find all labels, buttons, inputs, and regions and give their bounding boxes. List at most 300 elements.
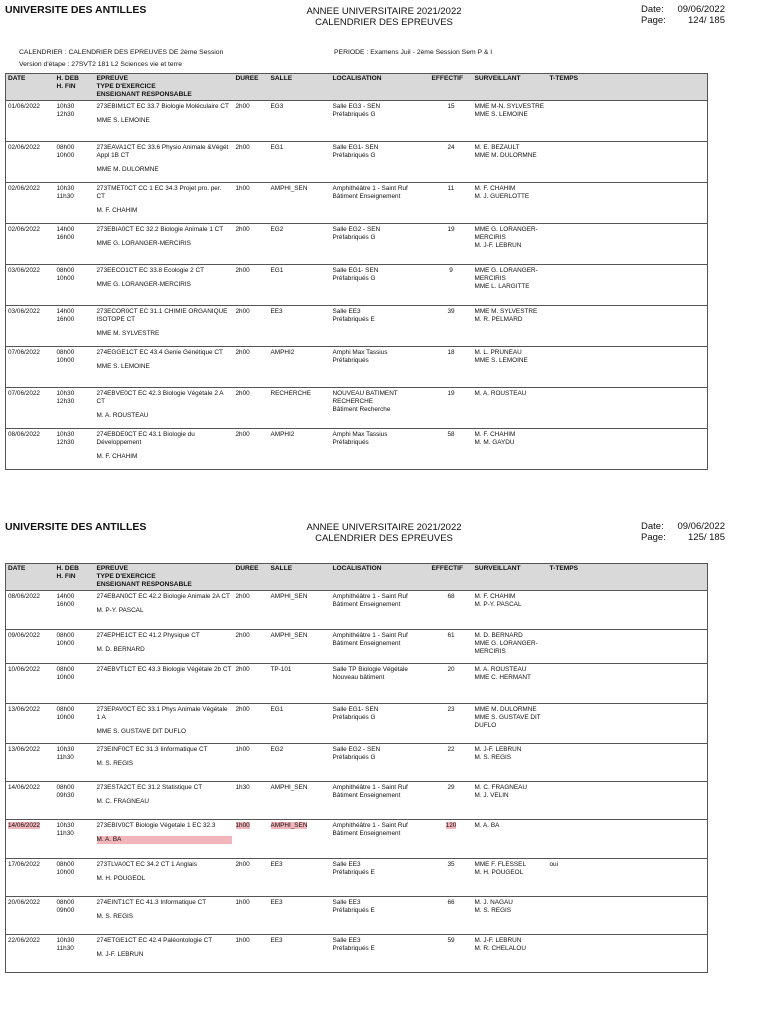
exam-title: 273EAVA1CT EC 33.6 Physio Animale &Végét Appl 1B CT: [96, 144, 229, 159]
start-time: 08h00: [56, 706, 75, 713]
cell-ttemps: [548, 101, 708, 142]
location-line-2: Bâtiment Enseignement: [332, 830, 401, 837]
headcount: 24: [447, 144, 455, 151]
cell-date: [6, 306, 55, 347]
teacher-responsible: M. D. BERNARD: [96, 646, 145, 653]
cell-epreuve: [95, 935, 234, 973]
date-label: Date:: [641, 521, 664, 532]
cell-effectif: [430, 224, 473, 265]
room: EG2: [270, 746, 284, 753]
cell-hours: [55, 897, 95, 935]
header-ttemps-text: T-TEMPS: [549, 75, 579, 82]
cell-localisation: [331, 859, 430, 897]
cell-epreuve: [95, 859, 234, 897]
cell-surveillant: [473, 388, 548, 429]
cell-effectif: [430, 429, 473, 470]
cell-surveillant: [473, 897, 548, 935]
cell-surveillant: [473, 429, 548, 470]
header-hours-text: H. FIN: [56, 83, 76, 90]
duration: 2h00: [235, 632, 250, 639]
exam-title: 273EBIM1CT EC 33.7 Biologie Moléculaire CT: [96, 103, 229, 110]
exam-date: 07/06/2022: [8, 349, 40, 356]
cell-date: [6, 347, 55, 388]
invigilator: M. A. BA: [474, 822, 500, 829]
cell-date: [6, 265, 55, 306]
teacher-responsible: M. A. ROUSTEAU: [96, 412, 149, 419]
header-duree: [234, 564, 269, 591]
headcount: 18: [447, 349, 455, 356]
invigilator: M. J-F. LEBRUN: [474, 746, 522, 753]
cell-effectif: [430, 744, 473, 782]
cell-effectif: [430, 630, 473, 664]
header-epreuve-text: TYPE D'EXERCICE: [96, 83, 156, 90]
cell-hours: [55, 142, 95, 183]
end-time: 10h00: [56, 869, 75, 876]
invigilator: MME S. GUSTAVE DIT DUFLO: [474, 714, 541, 729]
cell-ttemps: [548, 306, 708, 347]
cell-localisation: [331, 224, 430, 265]
header-epreuve-text: EPREUVE: [96, 75, 129, 82]
header-hours-text: H. DEB: [56, 75, 79, 82]
invigilator: M. F. CHAHIM: [474, 185, 516, 192]
location-line-2: Bâtiment Enseignement: [332, 792, 401, 799]
location-line-1: Amphithéâtre 1 - Saint Ruf: [332, 632, 408, 639]
room: AMPHI_SEN: [270, 185, 308, 192]
teacher-responsible: M. A. BA: [97, 836, 232, 844]
duration: 2h00: [235, 349, 250, 356]
headcount: 11: [447, 185, 455, 192]
table-row: [6, 347, 708, 388]
end-time: 16h00: [56, 234, 75, 241]
cell-date: [6, 782, 55, 820]
cell-epreuve: [95, 101, 234, 142]
cell-epreuve: [95, 591, 234, 630]
highlight-mark: [446, 822, 457, 829]
cell-epreuve: [95, 782, 234, 820]
cell-duree: [234, 591, 269, 630]
header-hours: [55, 564, 95, 591]
cell-effectif: [430, 591, 473, 630]
exam-date: 08/06/2022: [8, 431, 40, 438]
header-salle: [269, 564, 331, 591]
cell-epreuve: [95, 429, 234, 470]
teacher-responsible: MME M. DULORMNE: [96, 166, 159, 173]
highlight-mark: [57, 822, 93, 838]
room: AMPHI2: [270, 349, 295, 356]
header-hours-text: H. FIN: [56, 573, 76, 580]
duration: 2h00: [235, 706, 250, 713]
cell-surveillant: [473, 664, 548, 704]
cell-salle: [269, 224, 331, 265]
cell-epreuve: [95, 306, 234, 347]
invigilator: M. A. ROUSTEAU: [474, 666, 527, 673]
table-row: [6, 935, 708, 973]
cell-hours: [55, 935, 95, 973]
teacher-responsible: MME S. LEMOINE: [96, 363, 150, 370]
cell-ttemps: [548, 935, 708, 973]
cell-localisation: [331, 782, 430, 820]
invigilator: MME M. DULORMNE: [474, 706, 537, 713]
location-line-2: Préfabriqués G: [332, 234, 376, 241]
cell-localisation: [331, 183, 430, 224]
end-time: 12h30: [56, 398, 75, 405]
cell-duree: [234, 704, 269, 744]
end-time: 10h00: [56, 674, 75, 681]
invigilator: M. A. ROUSTEAU: [474, 390, 527, 397]
academic-year: ANNEE UNIVERSITAIRE 2021/2022: [306, 522, 462, 533]
cell-salle: [269, 820, 331, 859]
invigilator: MME G. LORANGER-MERCIRIS: [474, 640, 538, 655]
header-localisation-text: LOCALISATION: [332, 565, 382, 572]
header-duree: [234, 74, 269, 101]
cell-hours: [55, 744, 95, 782]
room: AMPHI_SEN: [270, 593, 308, 600]
exam-title: 273EBIV0CT Biologie Végetale 1 EC 32.3: [96, 822, 216, 829]
end-time: 10h00: [56, 640, 75, 647]
cell-date: [6, 429, 55, 470]
location-line-2: Préfabriqués E: [332, 907, 375, 914]
header-hours-text: H. DEB: [56, 565, 79, 572]
duration: 1h00: [235, 822, 250, 829]
location-line-1: Salle EE3: [332, 937, 361, 944]
cell-localisation: [331, 630, 430, 664]
invigilator: M. E. BEZAULT: [474, 144, 520, 151]
room: AMPHI_SEN: [270, 822, 308, 829]
start-time: 10h30: [56, 103, 75, 110]
room: AMPHI2: [270, 431, 295, 438]
start-time: 08h00: [56, 899, 75, 906]
table-row: [6, 704, 708, 744]
header-ttemps: [548, 74, 708, 101]
cell-effectif: [430, 347, 473, 388]
headcount: 19: [447, 390, 455, 397]
cell-effectif: [430, 897, 473, 935]
exam-date: 03/06/2022: [8, 267, 40, 274]
headcount: 15: [447, 103, 455, 110]
university-name: UNIVERSITE DES ANTILLES: [5, 521, 147, 533]
invigilator: M. R. PELMARD: [474, 316, 523, 323]
exam-date: 02/06/2022: [8, 185, 40, 192]
cell-hours: [55, 591, 95, 630]
table-row: [6, 664, 708, 704]
location-line-2: Préfabriqués G: [332, 152, 376, 159]
cell-epreuve: [95, 142, 234, 183]
cell-surveillant: [473, 704, 548, 744]
exam-title: 274EPHE1CT EC 41.2 Physique CT: [96, 632, 200, 639]
table-row: [6, 429, 708, 470]
location-line-1: Salle TP Biologie Végétale: [332, 666, 408, 673]
table-header-row: [6, 564, 708, 591]
room: TP-101: [270, 666, 292, 673]
room: RECHERCHE: [270, 390, 311, 397]
cell-ttemps: [548, 142, 708, 183]
date-value: 09/06/2022: [677, 521, 725, 532]
cell-salle: [269, 859, 331, 897]
headcount: 29: [447, 784, 455, 791]
cell-hours: [55, 820, 95, 859]
exam-title: 274EBAN0CT EC 42.2 Biologie Animale 2A CT: [96, 593, 230, 600]
duration: 2h00: [235, 226, 250, 233]
invigilator: MME G. LORANGER-MERCIRIS: [474, 267, 538, 282]
header-surveillant: [473, 564, 548, 591]
cell-epreuve: [95, 897, 234, 935]
exam-title: 274EBVT1CT EC 43.3 Biologie Végétale 2b CT: [96, 666, 232, 673]
table-header-row: [6, 74, 708, 101]
exam-date: 17/06/2022: [8, 861, 40, 868]
header-localisation: [331, 74, 430, 101]
cell-date: [6, 183, 55, 224]
invigilator: MME S. LEMOINE: [474, 111, 528, 118]
duration: 2h00: [235, 103, 250, 110]
headcount: 20: [447, 666, 455, 673]
calendar-line: CALENDRIER : CALENDRIER DES EPREUVES DE 2ème Session: [19, 49, 224, 56]
cell-date: [6, 388, 55, 429]
room: EE3: [270, 861, 283, 868]
invigilator: M. F. CHAHIM: [474, 593, 516, 600]
duration: 1h00: [235, 185, 250, 192]
location-line-1: Amphi Max Tassius: [332, 431, 388, 438]
calendar-title: CALENDRIER DES EPREUVES: [315, 17, 453, 28]
teacher-responsible: MME S. GUSTAVE DIT DUFLO: [96, 728, 186, 735]
extra-time: oui: [549, 861, 559, 868]
highlight-mark: [475, 822, 548, 830]
cell-duree: [234, 429, 269, 470]
cell-ttemps: [548, 820, 708, 859]
location-line-2: Préfabriqués E: [332, 316, 375, 323]
cell-ttemps: [548, 429, 708, 470]
teacher-responsible: MME S. LEMOINE: [96, 117, 150, 124]
exam-date: 13/06/2022: [8, 706, 40, 713]
duration: 1h00: [235, 937, 250, 944]
location-line-1: Salle EG2 - SEN: [332, 226, 381, 233]
highlight-mark: [271, 822, 308, 829]
cell-salle: [269, 429, 331, 470]
exam-title: 274EBDE0CT EC 43.1 Biologie du Développement: [96, 431, 195, 446]
location-line-2: Préfabriqués G: [332, 111, 376, 118]
cell-duree: [234, 630, 269, 664]
cell-effectif: [430, 820, 473, 859]
cell-surveillant: [473, 782, 548, 820]
exam-date: 20/06/2022: [8, 899, 40, 906]
location-line-2: Préfabriqués G: [332, 754, 376, 761]
cell-effectif: [430, 388, 473, 429]
cell-surveillant: [473, 935, 548, 973]
location-line-1: Amphithéâtre 1 - Saint Ruf: [332, 822, 408, 829]
cell-localisation: [331, 306, 430, 347]
headcount: 35: [447, 861, 455, 868]
cell-date: [6, 744, 55, 782]
headcount: 22: [447, 746, 455, 753]
room: EE3: [270, 308, 283, 315]
header-ttemps: [548, 564, 708, 591]
exam-table: [5, 73, 708, 470]
location-line-1: Amphithéâtre 1 - Saint Ruf: [332, 784, 408, 791]
duration: 1h00: [235, 899, 250, 906]
exam-date: 02/06/2022: [8, 144, 40, 151]
header-localisation: [331, 564, 430, 591]
location-line-2: Bâtiment Enseignement: [332, 601, 401, 608]
location-line-2: Préfabriqués G: [332, 275, 376, 282]
teacher-responsible: M. C. FRAGNEAU: [96, 798, 150, 805]
header-date: [6, 564, 55, 591]
start-time: 14h00: [56, 308, 75, 315]
start-time: 14h00: [56, 593, 75, 600]
headcount: 39: [447, 308, 455, 315]
exam-date: 07/06/2022: [8, 390, 40, 397]
cell-hours: [55, 388, 95, 429]
exam-date: 10/06/2022: [8, 666, 40, 673]
exam-date: 08/06/2022: [8, 593, 40, 600]
room: EG1: [270, 144, 284, 151]
cell-hours: [55, 265, 95, 306]
cell-ttemps: [548, 591, 708, 630]
date-value: 09/06/2022: [677, 4, 725, 15]
room: EG2: [270, 226, 284, 233]
teacher-responsible: MME G. LORANGER-MERCIRIS: [96, 240, 191, 247]
cell-hours: [55, 664, 95, 704]
cell-ttemps: [548, 265, 708, 306]
location-line-2: Préfabriqués: [332, 439, 369, 446]
cell-duree: [234, 820, 269, 859]
cell-surveillant: [473, 101, 548, 142]
start-time: 08h00: [56, 632, 75, 639]
location-line-1: Salle EG1- SEN: [332, 144, 379, 151]
cell-date: [6, 224, 55, 265]
end-time: 11h30: [56, 945, 74, 952]
teacher-responsible: M. H. POUGEOL: [96, 875, 146, 882]
exam-title: 273TMET0CT CC 1 EC 34.3 Projet pro. per. CT: [96, 185, 222, 200]
cell-date: [6, 935, 55, 973]
cell-hours: [55, 429, 95, 470]
duration: 2h00: [235, 308, 250, 315]
cell-localisation: [331, 142, 430, 183]
start-time: 08h00: [56, 267, 75, 274]
invigilator: M. H. POUGEOL: [474, 869, 524, 876]
highlight-mark: [333, 822, 428, 838]
cell-localisation: [331, 429, 430, 470]
duration: 1h00: [235, 746, 250, 753]
cell-duree: [234, 388, 269, 429]
exam-date: 22/06/2022: [8, 937, 40, 944]
header-ttemps-text: T-TEMPS: [549, 565, 579, 572]
start-time: 10h30: [56, 746, 75, 753]
exam-title: 273EECO1CT EC 33.8 Ecologie 2 CT: [96, 267, 205, 274]
headcount: 59: [447, 937, 455, 944]
exam-title: 274EINT1CT EC 41.3 Informatique CT: [96, 899, 207, 906]
table-row: [6, 265, 708, 306]
cell-salle: [269, 183, 331, 224]
teacher-responsible: M. S. REGIS: [96, 760, 134, 767]
cell-duree: [234, 265, 269, 306]
header-salle: [269, 74, 331, 101]
room: EE3: [270, 937, 283, 944]
cell-salle: [269, 664, 331, 704]
start-time: 10h30: [56, 431, 75, 438]
cell-localisation: [331, 591, 430, 630]
invigilator: MME C. HERMANT: [474, 674, 531, 681]
cell-date: [6, 859, 55, 897]
room: AMPHI_SEN: [270, 632, 308, 639]
start-time: 10h30: [56, 185, 75, 192]
cell-localisation: [331, 388, 430, 429]
cell-salle: [269, 347, 331, 388]
duration: 1h30: [235, 784, 250, 791]
cell-hours: [55, 347, 95, 388]
academic-year: ANNEE UNIVERSITAIRE 2021/2022: [306, 6, 462, 17]
cell-salle: [269, 265, 331, 306]
cell-hours: [55, 859, 95, 897]
table-row: [6, 142, 708, 183]
cell-ttemps: [548, 744, 708, 782]
cell-effectif: [430, 664, 473, 704]
location-line-2: Bâtiment Enseignement: [332, 193, 401, 200]
invigilator: M. J. GUERLOTTE: [474, 193, 530, 200]
cell-epreuve: [95, 630, 234, 664]
cell-surveillant: [473, 859, 548, 897]
location-line-1: Amphi Max Tassius: [332, 349, 388, 356]
end-time: 09h00: [56, 907, 75, 914]
header-epreuve-text: TYPE D'EXERCICE: [96, 573, 156, 580]
invigilator: M. S. REGIS: [474, 754, 512, 761]
table-row: [6, 388, 708, 429]
location-line-1: Amphithéâtre 1 - Saint Ruf: [332, 185, 408, 192]
cell-surveillant: [473, 183, 548, 224]
cell-salle: [269, 704, 331, 744]
invigilator: MME S. LEMOINE: [474, 357, 528, 364]
cell-duree: [234, 142, 269, 183]
header-salle-text: SALLE: [270, 75, 293, 82]
invigilator: MME M-N. SYLVESTRE: [474, 103, 544, 110]
duration: 2h00: [235, 666, 250, 673]
cell-localisation: [331, 897, 430, 935]
header-duree-text: DUREE: [235, 75, 259, 82]
location-line-2: Préfabriqués E: [332, 869, 375, 876]
header-salle-text: SALLE: [270, 565, 293, 572]
table-row: [6, 782, 708, 820]
end-time: 12h30: [56, 111, 75, 118]
cell-ttemps: [548, 224, 708, 265]
page-label: Page:: [641, 15, 666, 26]
end-time: 10h00: [56, 714, 75, 721]
cell-surveillant: [473, 347, 548, 388]
cell-effectif: [430, 704, 473, 744]
cell-duree: [234, 782, 269, 820]
cell-salle: [269, 388, 331, 429]
cell-epreuve: [95, 820, 234, 859]
start-time: 10h30: [56, 937, 75, 944]
start-time: 14h00: [56, 226, 75, 233]
exam-date: 02/06/2022: [8, 226, 40, 233]
cell-date: [6, 704, 55, 744]
headcount: 19: [447, 226, 455, 233]
cell-surveillant: [473, 306, 548, 347]
cell-epreuve: [95, 704, 234, 744]
cell-hours: [55, 306, 95, 347]
header-duree-text: DUREE: [235, 565, 259, 572]
cell-epreuve: [95, 388, 234, 429]
table-row: [6, 183, 708, 224]
table-row: [6, 224, 708, 265]
cell-localisation: [331, 704, 430, 744]
cell-effectif: [430, 306, 473, 347]
invigilator: M. M. GAYDU: [474, 439, 515, 446]
cell-epreuve: [95, 347, 234, 388]
cell-salle: [269, 142, 331, 183]
invigilator: M. J. VELIN: [474, 792, 509, 799]
invigilator: MME F. FLESSEL: [474, 861, 526, 868]
page-value: 124/ 185: [688, 15, 725, 26]
exam-date: 03/06/2022: [8, 308, 40, 315]
